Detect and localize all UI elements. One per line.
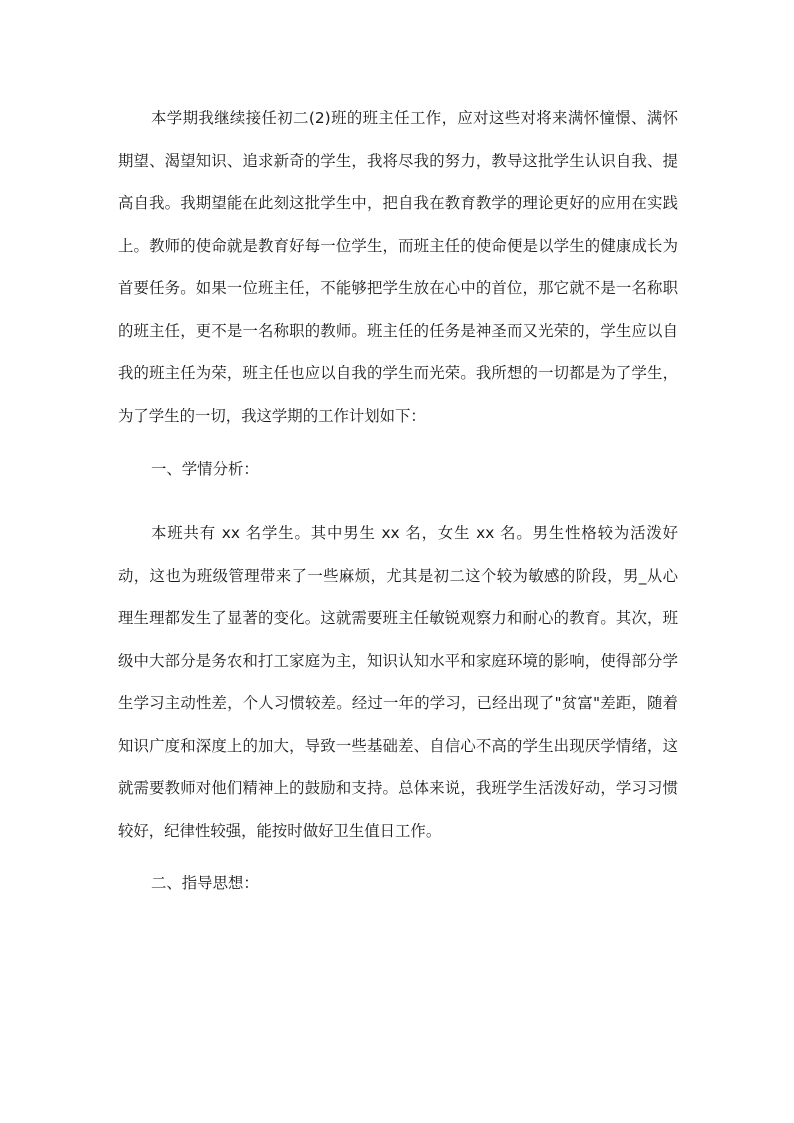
- intro-paragraph: 本学期我继续接任初二(2)班的班主任工作，应对这些对将来满怀憧憬、满怀期望、渴望知识、追求新奇的学生，我将尽我的努力，教导这批学生认识自我、提高自我。我期望能在此刻这批学生中，把自我在教育教学的理论更好的应用在实践上。教师的使命就是教育好每一位学生，而班主任的使命便是以学生的健康成长为首要任务。如果一位班主任，不能够把学生放在心中的首位，那它就不是一名称职的班主任，更不是一名称职的教师。班主任的任务是神圣而又光荣的，学生应以自我的班主任为荣，班主任也应以自我的学生而光荣。我所想的一切都是为了学生，为了学生的一切，我这学期的工作计划如下：: [118, 109, 678, 425]
- section-heading-student-analysis: 一、学情分析：: [151, 460, 259, 478]
- student-analysis-paragraph: 本班共有 xx 名学生。其中男生 xx 名，女生 xx 名。男生性格较为活泼好动，这也为班级管理带来了一些麻烦，尤其是初二这个较为敏感的阶段，男_从心理生理都发生了显著的变化。这就需要班主任敏锐观察力和耐心的教育。其次，班级中大部分是务农和打工家庭为主，知识认知水平和家庭环境的影响，使得部分学生学习主动性差，个人习惯较差。经过一年的学习，已经出现了"贫富"差距，随着知识广度和深度上的加大，导致一些基础差、自信心不高的学生出现厌学情绪，这就需要教师对他们精神上的鼓励和支持。总体来说，我班学生活泼好动，学习习惯较好，纪律性较强，能按时做好卫生值日工作。: [118, 524, 678, 840]
- section-heading-guiding-thought: 二、指导思想：: [151, 874, 259, 892]
